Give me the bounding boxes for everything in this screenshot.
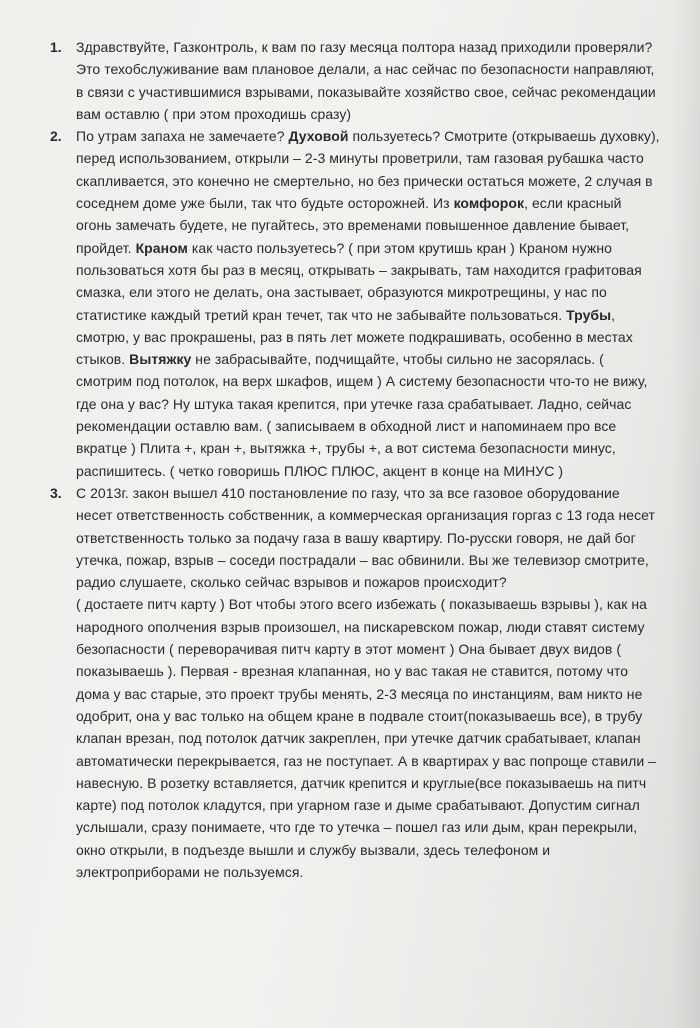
list-item xyxy=(50,482,660,883)
text-run: не забрасывайте, подчищайте, чтобы сильно не засорялась. ( смотрим под потолок, на верх шкафов, ищем ) А систему безопасности что-то не вижу, где она у вас? Ну штука такая крепится, при утечке газа срабатывает. Ладно, сейчас рекомендации оставлю вам. ( записываем в обходной лист и напоминаем про все вкратце ) Плита +, кран +, вытяжка +, трубы +, а вот система безопасности минус, распишитесь. ( четко говоришь ПЛЮС ПЛЮС, акцент в конце на МИНУС ) xyxy=(76,351,648,479)
item-number: 3. xyxy=(50,484,62,501)
bold-keyword: Трубы xyxy=(566,306,612,323)
item-text xyxy=(76,36,660,125)
bold-keyword: Духовой xyxy=(288,128,349,145)
text-run: Здравствуйте, Газконтроль, к вам по газу месяца полтора назад приходили проверяли? Это техобслуживание вам плановое делали, а нас сейчас по безопасности направляют, в связи с участившимися взрывами, показывайте хозяйство свое, сейчас рекомендации вам оставлю ( при этом проходишь сразу) xyxy=(76,39,656,122)
text-run: как часто пользуетесь? ( при этом крутишь кран ) Краном нужно пользоваться хотя бы раз в месяц, открывать – закрывать, там находится графитовая смазка, ели этого не делать, она застывает, образуются микротрещины, у нас по статистике каждый третий кран течет, так что не забывайте пользоваться. xyxy=(76,239,642,323)
list-item xyxy=(50,125,660,482)
script-list xyxy=(50,36,660,883)
item-number: 2. xyxy=(50,128,62,145)
bold-keyword: комфорок xyxy=(453,195,525,212)
item-number: 1. xyxy=(50,39,62,55)
item-text xyxy=(76,482,660,883)
item-text xyxy=(76,125,660,482)
bold-keyword: Вытяжку xyxy=(129,351,192,368)
list-item xyxy=(50,36,660,125)
page-edge-shadow xyxy=(670,0,700,1028)
text-run: По утрам запаха не замечаете? xyxy=(76,128,289,145)
text-run: С 2013г. закон вышел 410 постановление по газу, что за все газовое оборудование несет ответственность собственник, а коммерческая организация горгаз с 13 года несет ответственность только за подачу газа в вашу квартиру. По-русски говоря, не дай бог утечка, пожар, взрыв – соседи пострадали – вас обвинили. Вы же телевизор смотрите, радио слушаете, сколько сейчас взрывов и пожаров происходит? xyxy=(76,484,655,591)
text-run: , если красный огонь замечать будете, не пугайтесь, это временами повышенное давление бывает, пройдет. xyxy=(76,195,630,256)
text-run: , смотрю, у вас прокрашены, раз в пять лет можете подкрашивать, особенно в местах стыков. xyxy=(76,306,633,368)
bold-keyword: Краном xyxy=(135,239,188,256)
text-run: ( достаете питч карту ) Вот чтобы этого всего избежать ( показываешь взрывы ), как на народного ополчения взрыв произошел, на пискаревском пожар, люди ставят систему безопасности ( переворачивая питч карту в этот момент ) Она бывает двух видов ( показываешь ). Первая - врезная клапанная, но у вас такая не ставится, потому что дома у вас старые, это проект трубы менять, 2-3 месяца по инстанциям, вам никто не одобрит, она у вас только на общем кране в подвале стоит(показываешь все), в трубу клапан врезан, под потолок датчик закреплен, при утечке датчик срабатывает, клапан автоматически перекрывается, газ не поступает. А в квартирах у вас попроще ставили – навесную. В розетку вставляется, датчик крепится и круглые(все показываешь на питч карте) под потолок кладутся, при угарном газе и дыме срабатывают. Допустим сигнал услышали, сразу понимаете, что где то утечка – пошел газ или дым, кран перекрыли, окно открыли, в подъезде вышли и службу вызвали, здесь телефоном и электроприборами не пользуемся. xyxy=(76,596,657,880)
text-run: пользуетесь? Смотрите (открываешь духовку), перед использованием, открыли – 2-3 минуты проветрили, там газовая рубашка часто скапливается, это конечно не смертельно, но без прически остаться можете, 2 случая в соседнем доме уже были, так что будьте осторожней. Из xyxy=(76,128,660,212)
